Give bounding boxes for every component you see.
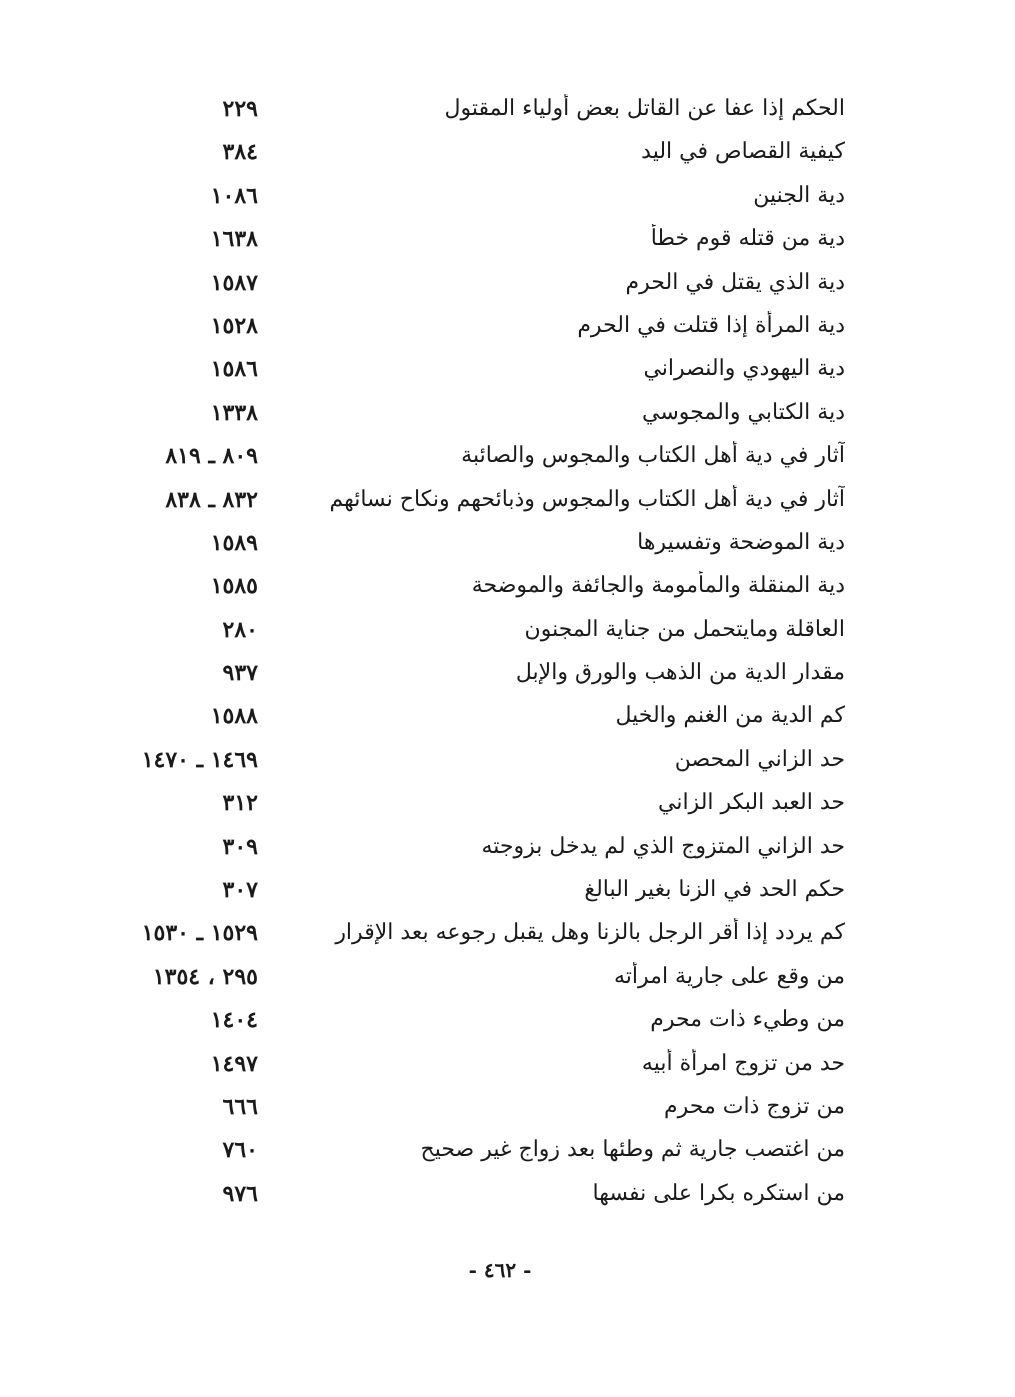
index-entry xyxy=(120,479,845,522)
page-number: - ٤٦٢ - xyxy=(468,1258,532,1282)
entry-pages: ١٦٣٨ xyxy=(210,226,258,253)
index-entry xyxy=(120,392,845,435)
entry-topic: آثار في دية أهل الكتاب والمجوس وذبائحهم ونكاح نسائهم xyxy=(329,486,845,512)
entry-pages: ١٥٨٥ xyxy=(210,573,258,600)
entry-topic: مقدار الدية من الذهب والورق والإبل xyxy=(515,660,845,686)
entry-pages: ١٥٢٨ xyxy=(210,312,258,339)
entry-pages: ١٤٩٧ xyxy=(210,1050,258,1077)
entry-topic: دية المنقلة والمأمومة والجائفة والموضحة xyxy=(471,573,845,599)
index-entry xyxy=(120,565,845,608)
entry-topic: الحكم إذا عفا عن القاتل بعض أولياء المقتول xyxy=(444,96,845,121)
entry-topic: آثار في دية أهل الكتاب والمجوس والصائبة xyxy=(461,443,845,469)
index-entry xyxy=(120,435,845,478)
entry-topic: دية المرأة إذا قتلت في الحرم xyxy=(577,312,845,338)
entry-pages: ٧٦٠ xyxy=(222,1137,258,1164)
entry-pages: ٣٠٧ xyxy=(222,877,258,904)
index-entry xyxy=(120,1173,845,1216)
index-entry xyxy=(120,956,845,999)
entry-topic: كيفية القصاص في اليد xyxy=(641,139,845,165)
entry-pages: ١٥٨٩ xyxy=(210,529,258,556)
index-entry xyxy=(120,348,845,391)
index-entry xyxy=(120,218,845,261)
entry-pages: ١٥٨٦ xyxy=(210,356,258,383)
entry-topic: حكم الحد في الزنا بغير البالغ xyxy=(584,877,845,903)
entry-topic: كم الدية من الغنم والخيل xyxy=(615,703,845,729)
entry-topic: حد العبد البكر الزاني xyxy=(657,790,845,816)
entry-pages: ١٤٠٤ xyxy=(210,1007,258,1034)
entry-pages: ١٥٨٨ xyxy=(210,703,258,730)
entry-topic: حد من تزوج امرأة أبيه xyxy=(641,1050,845,1076)
entry-pages: ٣١٢ xyxy=(222,790,258,817)
entry-pages: ٣٠٩ xyxy=(222,833,258,860)
entry-topic: دية من قتله قوم خطأ xyxy=(650,226,845,252)
entry-pages: ٩٣٧ xyxy=(222,660,258,687)
entry-topic: العاقلة ومايتحمل من جناية المجنون xyxy=(524,616,845,642)
entry-topic: من وطيء ذات محرم xyxy=(650,1007,845,1033)
entry-pages: ١٤٦٩ ـ ١٤٧٠ xyxy=(141,746,258,773)
entry-pages: ١٠٨٦ xyxy=(210,182,258,209)
entry-pages: ١٥٢٩ ـ ١٥٣٠ xyxy=(141,920,258,947)
entry-pages: ٨٠٩ ـ ٨١٩ xyxy=(165,443,258,470)
entry-topic: دية اليهودي والنصراني xyxy=(643,356,845,382)
entry-pages: ٢٩٥ ، ١٣٥٤ xyxy=(152,963,258,990)
index-entry xyxy=(120,652,845,695)
entry-topic: دية الجنين xyxy=(753,182,845,208)
entry-pages: ٣٨٤ xyxy=(222,139,258,166)
entry-pages: ٦٦٦ xyxy=(222,1093,258,1120)
entry-pages: ٩٧٦ xyxy=(222,1180,258,1207)
index-entry xyxy=(120,131,845,174)
index-list xyxy=(120,88,845,1216)
index-entry xyxy=(120,609,845,652)
index-entry xyxy=(120,1043,845,1086)
entry-topic: من استكره بكرا على نفسها xyxy=(592,1180,845,1206)
entry-topic: كم يردد إذا أقر الرجل بالزنا وهل يقبل رجوعه بعد الإقرار xyxy=(335,920,845,946)
entry-topic: دية الذي يقتل في الحرم xyxy=(625,269,845,295)
entry-pages: ١٥٨٧ xyxy=(210,269,258,296)
index-entry xyxy=(120,1129,845,1172)
index-entry xyxy=(120,88,845,131)
entry-pages: ٨٣٢ ـ ٨٣٨ xyxy=(165,486,258,513)
entry-topic: حد الزاني المتزوج الذي لم يدخل بزوجته xyxy=(481,833,845,859)
index-entry xyxy=(120,1086,845,1129)
entry-topic: حد الزاني المحصن xyxy=(674,746,845,772)
index-entry xyxy=(120,999,845,1042)
entry-topic: من اغتصب جارية ثم وطئها بعد زواج غير صحيح xyxy=(420,1137,845,1163)
index-entry xyxy=(120,912,845,955)
index-entry xyxy=(120,305,845,348)
index-entry xyxy=(120,175,845,218)
entry-topic: دية الكتابي والمجوسي xyxy=(642,399,845,425)
entry-pages: ١٣٣٨ xyxy=(210,399,258,426)
index-entry xyxy=(120,262,845,305)
index-entry xyxy=(120,522,845,565)
index-entry xyxy=(120,869,845,912)
entry-pages: ٢٨٠ xyxy=(222,616,258,643)
index-entry xyxy=(120,826,845,869)
entry-pages: ٢٢٩ xyxy=(222,96,258,122)
index-entry xyxy=(120,695,845,738)
entry-topic: دية الموضحة وتفسيرها xyxy=(637,529,845,555)
index-entry xyxy=(120,739,845,782)
entry-topic: من تزوج ذات محرم xyxy=(664,1093,845,1119)
index-entry xyxy=(120,782,845,825)
entry-topic: من وقع على جارية امرأته xyxy=(613,963,845,989)
